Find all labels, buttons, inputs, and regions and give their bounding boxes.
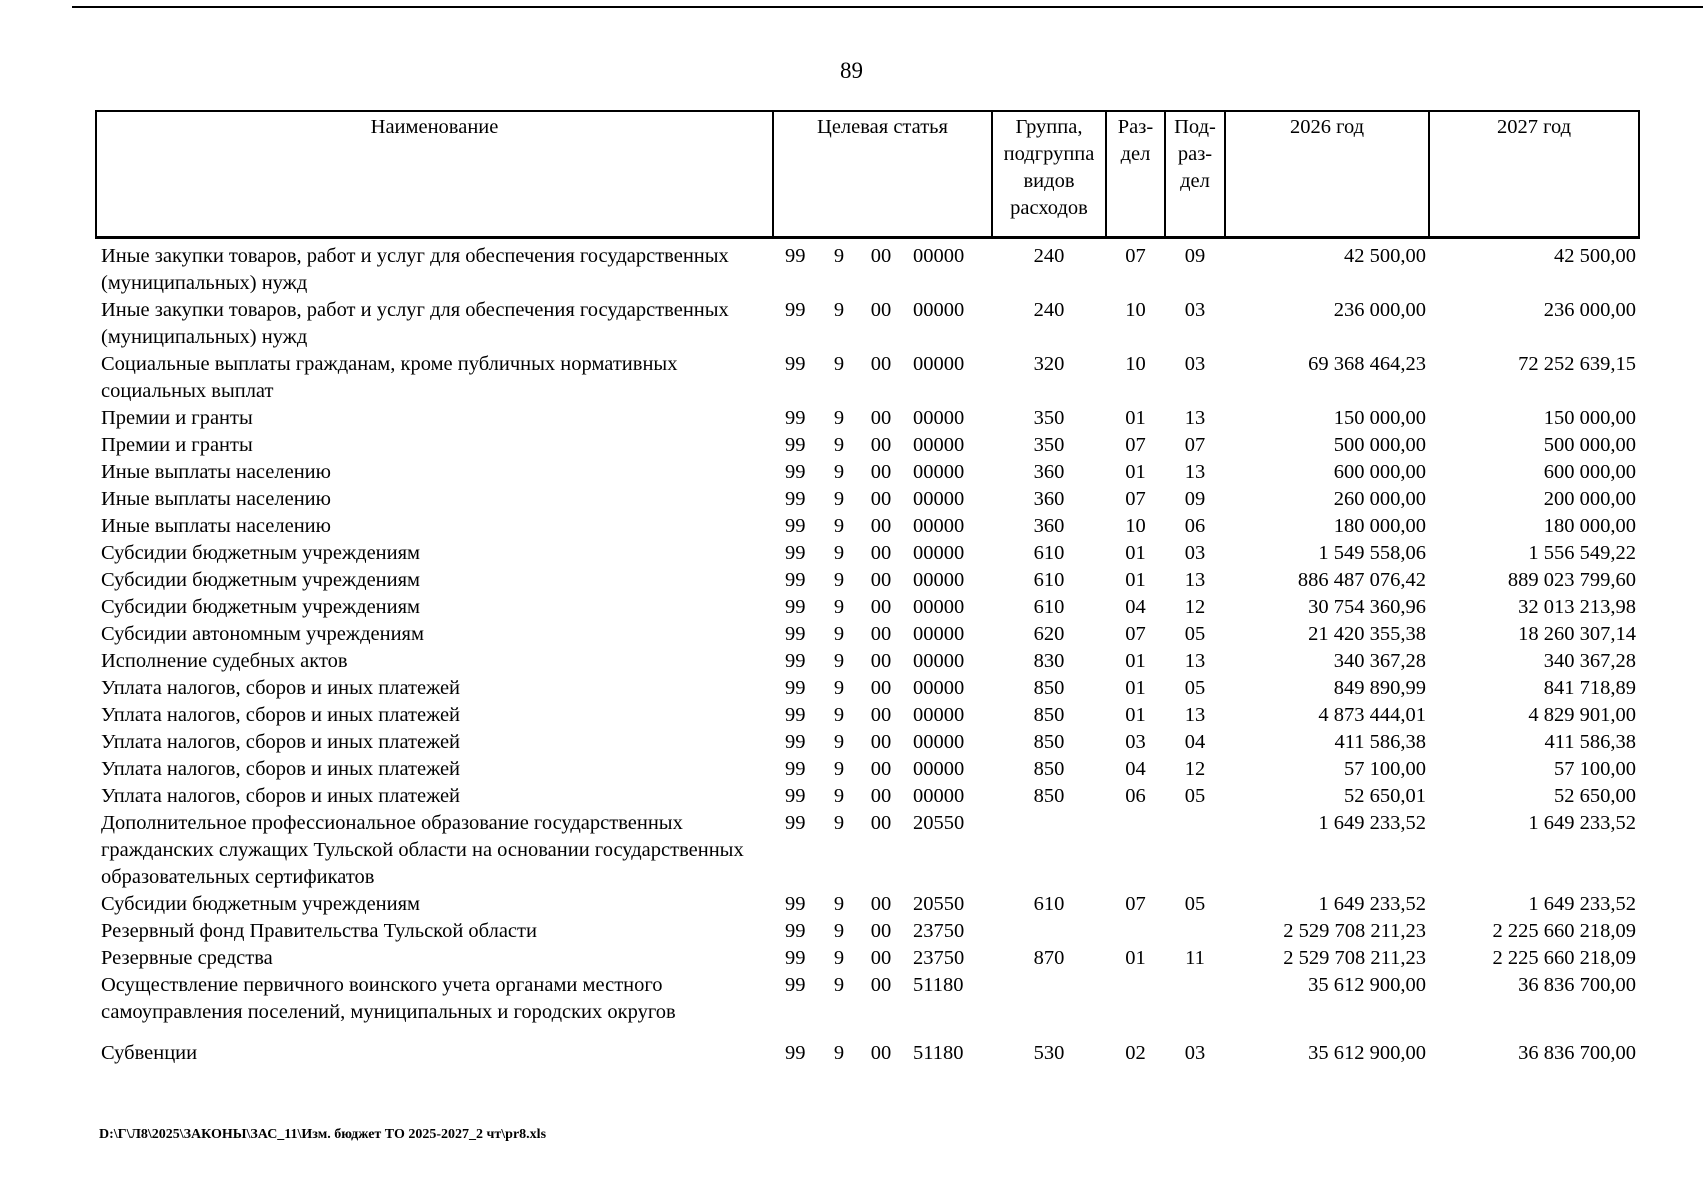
row-name: Премии и гранты	[101, 407, 253, 429]
section-code: 02	[1125, 1042, 1146, 1064]
amount-2027: 1 649 233,52	[1528, 893, 1636, 915]
expense-group: 610	[1033, 569, 1065, 591]
table-row	[96, 648, 1639, 675]
amount-2027: 52 650,00	[1554, 785, 1636, 807]
section-code: 03	[1125, 731, 1146, 753]
header-name: Наименование	[96, 111, 773, 238]
header-section-line: Раз-	[1117, 116, 1154, 138]
section-code	[1106, 810, 1165, 891]
amount-2027: 180 000,00	[1543, 515, 1636, 537]
expense-group: 240	[1033, 299, 1065, 321]
amount-2026: 69 368 464,23	[1308, 353, 1426, 375]
expense-group: 850	[1033, 758, 1065, 780]
table-row	[96, 621, 1639, 648]
header-section	[1106, 111, 1165, 238]
target-article-subprogram: 9	[833, 488, 845, 510]
target-article-program: 99	[785, 542, 806, 564]
table-row	[96, 675, 1639, 702]
target-article-group: 00	[870, 758, 892, 780]
target-article-group: 00	[870, 299, 892, 321]
target-article-subprogram: 9	[833, 353, 845, 375]
target-article-subprogram: 9	[833, 596, 845, 618]
expense-group: 850	[1033, 731, 1065, 753]
expense-group	[992, 972, 1106, 1026]
target-article-group: 00	[870, 920, 892, 942]
target-article-program: 99	[785, 407, 806, 429]
amount-2027: 500 000,00	[1543, 434, 1636, 456]
target-article-subprogram: 9	[833, 974, 845, 996]
target-article-program: 99	[785, 461, 806, 483]
expense-group	[992, 810, 1106, 891]
section-code: 01	[1125, 650, 1146, 672]
target-article-subprogram: 9	[833, 569, 845, 591]
subsection-code	[1165, 810, 1225, 891]
target-article-group: 00	[870, 677, 892, 699]
target-article-code: 00000	[913, 758, 965, 780]
target-article-code: 00000	[913, 569, 965, 591]
table-row	[96, 567, 1639, 594]
target-article-code: 00000	[913, 785, 965, 807]
subsection-code: 06	[1184, 515, 1206, 537]
target-article-group: 00	[870, 650, 892, 672]
budget-table	[95, 110, 1640, 1067]
amount-2026: 4 873 444,01	[1318, 704, 1426, 726]
subsection-code: 05	[1184, 623, 1206, 645]
table-row	[96, 594, 1639, 621]
amount-2026: 236 000,00	[1333, 299, 1426, 321]
amount-2026: 42 500,00	[1344, 245, 1426, 267]
row-name: Резервные средства	[101, 947, 273, 969]
target-article-group: 00	[870, 812, 892, 834]
row-name: Иные выплаты населению	[101, 488, 331, 510]
target-article-subprogram: 9	[833, 461, 845, 483]
target-article-program: 99	[785, 974, 806, 996]
amount-2027: 411 586,38	[1544, 731, 1636, 753]
amount-2026: 2 529 708 211,23	[1283, 920, 1426, 942]
target-article-subprogram: 9	[833, 434, 845, 456]
target-article-subprogram: 9	[833, 650, 845, 672]
amount-2027: 2 225 660 218,09	[1492, 947, 1636, 969]
target-article-subprogram: 9	[833, 812, 845, 834]
expense-group: 610	[1033, 596, 1065, 618]
amount-2026: 35 612 900,00	[1308, 1042, 1426, 1064]
table-row	[96, 891, 1639, 918]
expense-group: 850	[1033, 704, 1065, 726]
subsection-code: 04	[1184, 731, 1206, 753]
section-code: 07	[1125, 623, 1146, 645]
section-code: 01	[1125, 461, 1146, 483]
target-article-code: 00000	[913, 299, 965, 321]
amount-2027: 36 836 700,00	[1518, 974, 1636, 996]
section-code: 10	[1125, 353, 1146, 375]
target-article-program: 99	[785, 623, 806, 645]
target-article-group: 00	[870, 353, 892, 375]
target-article-program: 99	[785, 650, 806, 672]
amount-2027: 42 500,00	[1554, 245, 1636, 267]
target-article-group: 00	[870, 407, 892, 429]
target-article-code: 00000	[913, 623, 965, 645]
expense-group: 620	[1033, 623, 1065, 645]
table-row	[96, 513, 1639, 540]
table-row	[96, 945, 1639, 972]
row-name: Премии и гранты	[101, 434, 253, 456]
expense-group: 350	[1033, 434, 1065, 456]
subsection-code: 03	[1184, 542, 1206, 564]
top-rule	[72, 6, 1703, 8]
header-subsection-line: Под-	[1174, 116, 1216, 138]
target-article-program: 99	[785, 920, 806, 942]
target-article-subprogram: 9	[833, 920, 845, 942]
table-row	[96, 810, 1639, 891]
table-row	[96, 405, 1639, 432]
target-article-code: 00000	[913, 677, 965, 699]
row-name: Иные закупки товаров, работ и услуг для обеспечения государственных (муниципальных) нужд	[101, 299, 729, 348]
target-article-code: 00000	[913, 704, 965, 726]
table-row	[96, 459, 1639, 486]
target-article-program: 99	[785, 1042, 806, 1064]
subsection-code: 13	[1184, 407, 1206, 429]
amount-2026: 600 000,00	[1333, 461, 1426, 483]
target-article-code: 00000	[913, 515, 965, 537]
amount-2027: 150 000,00	[1543, 407, 1636, 429]
header-group	[992, 111, 1106, 238]
amount-2026: 150 000,00	[1333, 407, 1426, 429]
amount-2026: 57 100,00	[1344, 758, 1426, 780]
table-row	[96, 702, 1639, 729]
target-article-program: 99	[785, 299, 806, 321]
subsection-code: 03	[1184, 299, 1206, 321]
section-code	[1106, 972, 1165, 1026]
expense-group: 850	[1033, 785, 1065, 807]
section-code: 07	[1125, 434, 1146, 456]
target-article-subprogram: 9	[833, 623, 845, 645]
subsection-code: 09	[1184, 245, 1206, 267]
amount-2026: 21 420 355,38	[1308, 623, 1426, 645]
row-name: Уплата налогов, сборов и иных платежей	[101, 704, 461, 726]
amount-2027: 57 100,00	[1554, 758, 1636, 780]
amount-2026: 849 890,99	[1333, 677, 1426, 699]
target-article-group: 00	[870, 785, 892, 807]
row-name: Уплата налогов, сборов и иных платежей	[101, 758, 461, 780]
section-code: 04	[1125, 758, 1146, 780]
amount-2027: 1 556 549,22	[1528, 542, 1636, 564]
subsection-code: 12	[1184, 596, 1206, 618]
header-group-line: расходов	[1010, 197, 1088, 219]
target-article-program: 99	[785, 596, 806, 618]
table-row	[96, 1026, 1639, 1067]
target-article-program: 99	[785, 893, 806, 915]
target-article-subprogram: 9	[833, 515, 845, 537]
target-article-code: 00000	[913, 731, 965, 753]
row-name: Резервный фонд Правительства Тульской области	[101, 920, 537, 942]
target-article-subprogram: 9	[833, 785, 845, 807]
target-article-program: 99	[785, 785, 806, 807]
subsection-code	[1165, 918, 1225, 945]
row-name: Иные выплаты населению	[101, 515, 331, 537]
target-article-code: 23750	[913, 947, 965, 969]
target-article-group: 00	[870, 731, 892, 753]
amount-2026: 30 754 360,96	[1308, 596, 1426, 618]
header-target-article: Целевая статья	[773, 111, 992, 238]
section-code: 01	[1125, 947, 1146, 969]
amount-2027: 200 000,00	[1543, 488, 1636, 510]
amount-2027: 340 367,28	[1543, 650, 1636, 672]
amount-2027: 32 013 213,98	[1518, 596, 1636, 618]
target-article-program: 99	[785, 758, 806, 780]
expense-group: 850	[1033, 677, 1065, 699]
amount-2027: 4 829 901,00	[1528, 704, 1636, 726]
target-article-program: 99	[785, 704, 806, 726]
target-article-subprogram: 9	[833, 758, 845, 780]
section-code: 04	[1125, 596, 1146, 618]
table-row	[96, 432, 1639, 459]
section-code: 07	[1125, 245, 1146, 267]
target-article-group: 00	[870, 488, 892, 510]
header-subsection	[1165, 111, 1225, 238]
target-article-subprogram: 9	[833, 407, 845, 429]
subsection-code: 13	[1184, 569, 1206, 591]
target-article-code: 20550	[913, 812, 965, 834]
row-name: Уплата налогов, сборов и иных платежей	[101, 731, 461, 753]
subsection-code: 13	[1184, 650, 1206, 672]
target-article-group: 00	[870, 245, 892, 267]
subsection-code: 12	[1184, 758, 1206, 780]
target-article-group: 00	[870, 434, 892, 456]
row-name: Иные выплаты населению	[101, 461, 331, 483]
expense-group: 350	[1033, 407, 1065, 429]
target-article-subprogram: 9	[833, 542, 845, 564]
amount-2026: 1 549 558,06	[1318, 542, 1426, 564]
expense-group: 610	[1033, 893, 1065, 915]
amount-2027: 889 023 799,60	[1507, 569, 1636, 591]
target-article-program: 99	[785, 245, 806, 267]
target-article-subprogram: 9	[833, 299, 845, 321]
table-row	[96, 918, 1639, 945]
target-article-subprogram: 9	[833, 1042, 845, 1064]
amount-2026: 500 000,00	[1333, 434, 1426, 456]
row-name: Субсидии бюджетным учреждениям	[101, 596, 421, 618]
subsection-code: 05	[1184, 893, 1206, 915]
row-name: Субсидии бюджетным учреждениям	[101, 542, 421, 564]
amount-2026: 180 000,00	[1333, 515, 1426, 537]
expense-group: 360	[1033, 488, 1065, 510]
header-section-line: дел	[1120, 143, 1151, 165]
target-article-program: 99	[785, 677, 806, 699]
header-subsection-line: дел	[1180, 170, 1210, 192]
target-article-program: 99	[785, 488, 806, 510]
amount-2027: 600 000,00	[1543, 461, 1636, 483]
expense-group: 320	[1033, 353, 1065, 375]
subsection-code: 03	[1184, 353, 1206, 375]
amount-2026: 52 650,01	[1344, 785, 1426, 807]
target-article-code: 00000	[913, 488, 965, 510]
expense-group	[992, 918, 1106, 945]
subsection-code: 05	[1184, 785, 1206, 807]
page-number: 89	[840, 58, 863, 83]
target-article-subprogram: 9	[833, 677, 845, 699]
table-row	[96, 756, 1639, 783]
table-row	[96, 238, 1639, 298]
subsection-code	[1165, 972, 1225, 1026]
subsection-code: 13	[1184, 704, 1206, 726]
row-name: Исполнение судебных актов	[101, 650, 348, 672]
expense-group: 610	[1033, 542, 1065, 564]
target-article-group: 00	[870, 569, 892, 591]
subsection-code: 07	[1184, 434, 1206, 456]
row-name: Субсидии бюджетным учреждениям	[101, 569, 421, 591]
target-article-subprogram: 9	[833, 947, 845, 969]
target-article-subprogram: 9	[833, 704, 845, 726]
target-article-program: 99	[785, 731, 806, 753]
subsection-code: 13	[1184, 461, 1206, 483]
table-row	[96, 486, 1639, 513]
row-name: Уплата налогов, сборов и иных платежей	[101, 785, 461, 807]
target-article-group: 00	[870, 974, 892, 996]
target-article-program: 99	[785, 515, 806, 537]
table-body	[96, 238, 1639, 1068]
target-article-group: 00	[870, 596, 892, 618]
target-article-program: 99	[785, 434, 806, 456]
expense-group: 360	[1033, 461, 1065, 483]
amount-2026: 1 649 233,52	[1318, 893, 1426, 915]
amount-2026: 340 367,28	[1333, 650, 1426, 672]
target-article-subprogram: 9	[833, 245, 845, 267]
target-article-group: 00	[870, 623, 892, 645]
subsection-code: 11	[1185, 947, 1205, 969]
expense-group: 830	[1033, 650, 1065, 672]
expense-group: 530	[1033, 1042, 1065, 1064]
subsection-code: 03	[1184, 1042, 1206, 1064]
target-article-code: 51180	[913, 1042, 964, 1064]
table-row	[96, 729, 1639, 756]
row-name: Уплата налогов, сборов и иных платежей	[101, 677, 461, 699]
section-code	[1106, 918, 1165, 945]
section-code: 10	[1125, 299, 1146, 321]
expense-group: 240	[1033, 245, 1065, 267]
amount-2026: 2 529 708 211,23	[1283, 947, 1426, 969]
target-article-group: 00	[870, 542, 892, 564]
table-row	[96, 972, 1639, 1026]
expense-group: 870	[1033, 947, 1065, 969]
section-code: 10	[1125, 515, 1146, 537]
amount-2026: 35 612 900,00	[1308, 974, 1426, 996]
amount-2027: 1 649 233,52	[1528, 812, 1636, 834]
section-code: 06	[1125, 785, 1146, 807]
target-article-group: 00	[870, 947, 892, 969]
section-code: 01	[1125, 542, 1146, 564]
target-article-group: 00	[870, 461, 892, 483]
header-year-2027: 2027 год	[1429, 111, 1639, 238]
row-name: Социальные выплаты гражданам, кроме публичных нормативных социальных выплат	[101, 353, 678, 402]
target-article-code: 00000	[913, 461, 965, 483]
header-group-line: Группа,	[1015, 116, 1083, 138]
amount-2026: 411 586,38	[1334, 731, 1426, 753]
row-name: Осуществление первичного воинского учета органами местного самоуправления поселений, муниципальных и городских округов	[101, 974, 676, 1023]
target-article-code: 00000	[913, 245, 965, 267]
amount-2026: 1 649 233,52	[1318, 812, 1426, 834]
header-group-line: видов	[1023, 170, 1075, 192]
amount-2027: 236 000,00	[1543, 299, 1636, 321]
row-name: Дополнительное профессиональное образование государственных гражданских служащих Тульской области на основании государственных образовательных сертификатов	[101, 812, 744, 888]
table-row	[96, 297, 1639, 351]
amount-2027: 18 260 307,14	[1518, 623, 1636, 645]
target-article-code: 51180	[913, 974, 964, 996]
header-subsection-line: раз-	[1177, 143, 1213, 165]
amount-2026: 886 487 076,42	[1297, 569, 1426, 591]
target-article-group: 00	[870, 704, 892, 726]
subsection-code: 05	[1184, 677, 1206, 699]
target-article-code: 00000	[913, 596, 965, 618]
row-name: Субсидии автономным учреждениям	[101, 623, 424, 645]
amount-2027: 36 836 700,00	[1518, 1042, 1636, 1064]
amount-2026: 260 000,00	[1333, 488, 1426, 510]
section-code: 07	[1125, 488, 1146, 510]
header-group-line: подгруппа	[1003, 143, 1095, 165]
header-year-2026: 2026 год	[1225, 111, 1429, 238]
target-article-code: 00000	[913, 353, 965, 375]
target-article-code: 00000	[913, 434, 965, 456]
target-article-program: 99	[785, 569, 806, 591]
section-code: 01	[1125, 569, 1146, 591]
section-code: 07	[1125, 893, 1146, 915]
target-article-program: 99	[785, 353, 806, 375]
table-row	[96, 783, 1639, 810]
table-row	[96, 351, 1639, 405]
target-article-subprogram: 9	[833, 731, 845, 753]
target-article-code: 20550	[913, 893, 965, 915]
amount-2027: 841 718,89	[1543, 677, 1636, 699]
target-article-code: 00000	[913, 542, 965, 564]
target-article-subprogram: 9	[833, 893, 845, 915]
target-article-program: 99	[785, 812, 806, 834]
section-code: 01	[1125, 704, 1146, 726]
amount-2027: 2 225 660 218,09	[1492, 920, 1636, 942]
target-article-program: 99	[785, 947, 806, 969]
table-row	[96, 540, 1639, 567]
target-article-code: 23750	[913, 920, 965, 942]
subsection-code: 09	[1184, 488, 1206, 510]
section-code: 01	[1125, 407, 1146, 429]
section-code: 01	[1125, 677, 1146, 699]
row-name: Иные закупки товаров, работ и услуг для обеспечения государственных (муниципальных) нужд	[101, 245, 729, 294]
target-article-code: 00000	[913, 650, 965, 672]
expense-group: 360	[1033, 515, 1065, 537]
footer-file-path: D:\Г\Л8\2025\ЗАКОНЫ\ЗАС_11\Изм. бюджет ТО 2025-2027_2 чт\pr8.xls	[99, 1127, 547, 1142]
target-article-group: 00	[870, 893, 892, 915]
target-article-group: 00	[870, 1042, 892, 1064]
row-name: Субсидии бюджетным учреждениям	[101, 893, 421, 915]
amount-2027: 72 252 639,15	[1518, 353, 1636, 375]
header-row	[96, 111, 1639, 238]
target-article-group: 00	[870, 515, 892, 537]
row-name: Субвенции	[101, 1042, 198, 1064]
target-article-code: 00000	[913, 407, 965, 429]
